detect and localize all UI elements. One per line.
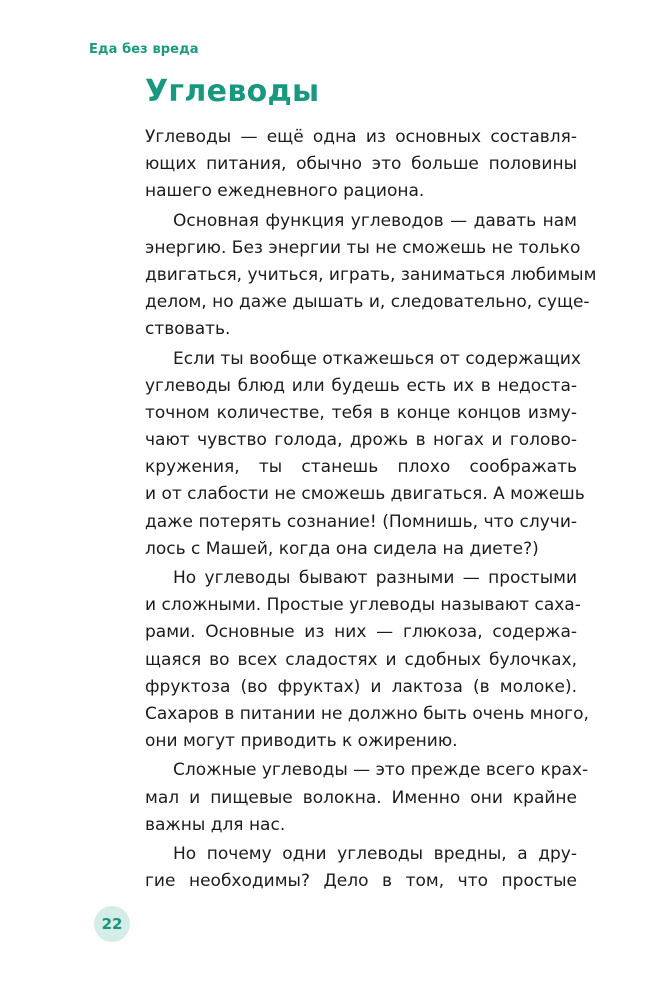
text-line: фруктоза (во фруктах) и лактоза (в молоке).: [145, 676, 577, 697]
text-line: ющих питания, обычно это больше половины: [145, 154, 577, 175]
text-line: важны для нас.: [145, 814, 286, 835]
text-line: и от слабости не сможешь двигаться. А можешь: [145, 484, 585, 505]
running-head: Еда без вреда: [89, 42, 199, 57]
text-line: Но углеводы бывают разными — простыми: [173, 568, 577, 588]
text-line: мал и пищевые волокна. Именно они крайне: [145, 787, 577, 808]
text-line: чают чувство голода, дрожь в ногах и голово-: [145, 430, 577, 451]
text-line: гие необходимы? Дело в том, что простые: [145, 871, 577, 892]
text-line: углеводы блюд или будешь есть их в недоста-: [145, 375, 577, 396]
text-line: Сложные углеводы — это прежде всего крах-: [173, 760, 589, 781]
page-number: 22: [94, 906, 130, 942]
paragraph: [145, 124, 577, 206]
text-line: двигаться, учиться, играть, заниматься любимым: [145, 264, 597, 285]
text-line: Если ты вообще откажешься от содержащих: [173, 348, 581, 369]
text-line: даже потерять сознание! (Помнишь, что случи-: [145, 511, 577, 532]
paragraph: [145, 208, 597, 344]
text-line: щаяся во всех сладостях и сдобных булочках,: [145, 649, 577, 670]
text-line: делом, но даже дышать и, следовательно, суще-: [145, 292, 590, 313]
text-line: кружения, ты станешь плохо соображать: [145, 457, 577, 478]
text-line: рами. Основные из них — глюкоза, содержа-: [145, 622, 577, 643]
text-line: точном количестве, тебя в конце концов изму-: [145, 402, 577, 423]
body-text: [145, 124, 597, 895]
text-line: нашего ежедневного рациона.: [145, 181, 425, 202]
text-line: они могут приводить к ожирению.: [145, 731, 458, 752]
paragraph: [145, 757, 589, 839]
text-line: и сложными. Простые углеводы называют саха-: [145, 595, 581, 616]
chapter-title: Углеводы: [145, 74, 320, 109]
text-line: энергию. Без энергии ты не сможешь не только: [145, 237, 581, 258]
text-line: ствовать.: [145, 319, 231, 340]
paragraph: [145, 565, 589, 755]
paragraph: [145, 841, 577, 895]
paragraph: [145, 346, 585, 564]
text-line: лось с Машей, когда она сидела на диете?): [145, 538, 539, 559]
text-line: Основная функция углеводов — давать нам: [173, 210, 577, 231]
text-line: Но почему одни углеводы вредны, а дру-: [173, 843, 577, 864]
text-line: Сахаров в питании не должно быть очень много,: [145, 703, 589, 724]
text-line: Углеводы — ещё одна из основных составля-: [145, 127, 577, 147]
